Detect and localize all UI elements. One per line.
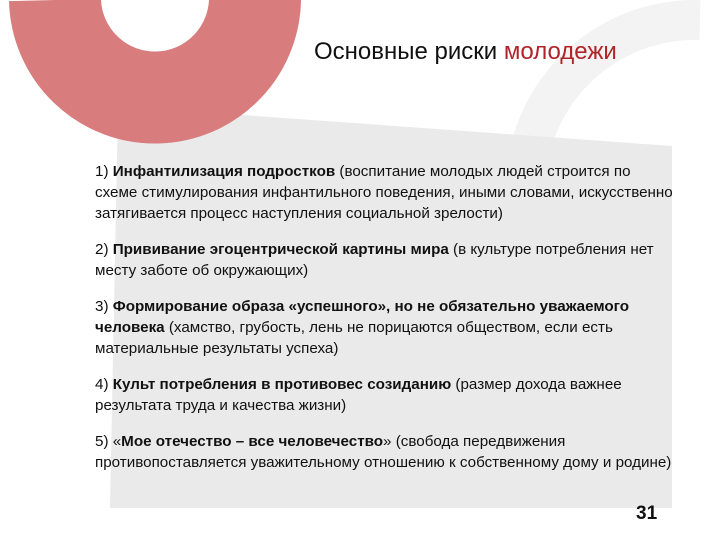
- risk-prefix: 4): [95, 376, 113, 393]
- risk-heading: Инфантилизация подростков: [112, 163, 336, 180]
- risk-item: [95, 161, 673, 224]
- risk-item: [95, 431, 673, 473]
- risk-item: [95, 239, 673, 281]
- risk-description: (в культуре потребления нет месту заботе об окружающих): [95, 241, 654, 279]
- risk-description: » (свобода передвижения противопоставляется уважительному отношению к собственному дому и родине): [95, 433, 672, 471]
- risk-item: [95, 296, 673, 359]
- title-main: Основные риски: [314, 38, 504, 65]
- risk-description: (хамство, грубость, лень не порицаются обществом, если есть материальные результаты успеха): [95, 319, 613, 357]
- risk-heading: Культ потребления в противовес созиданию: [112, 376, 452, 393]
- pink-ring-shape: [55, 0, 255, 98]
- title-accent: молодежи: [503, 38, 617, 65]
- risk-heading: Прививание эгоцентрической картины мира: [112, 241, 449, 258]
- risk-prefix: 5) «: [95, 433, 122, 450]
- risk-prefix: 2): [95, 241, 113, 258]
- risk-prefix: 3): [95, 298, 113, 315]
- risk-heading: Мое отечество – все человечество: [121, 433, 384, 450]
- risk-item: [95, 374, 673, 416]
- slide-title: [314, 36, 617, 68]
- risk-description: (размер дохода важнее результата труда и качества жизни): [95, 376, 622, 414]
- risk-list: [95, 161, 673, 488]
- risk-heading: Формирование образа «успешного», но не обязательно уважаемого человека: [95, 298, 630, 336]
- risk-prefix: 1): [95, 163, 113, 180]
- risk-description: (воспитание молодых людей строится по схеме стимулирования инфантильного поведения, иными словами, искусственно затягивается процесс наступления социальной зрелости): [95, 163, 673, 222]
- page-number: 31: [636, 503, 658, 524]
